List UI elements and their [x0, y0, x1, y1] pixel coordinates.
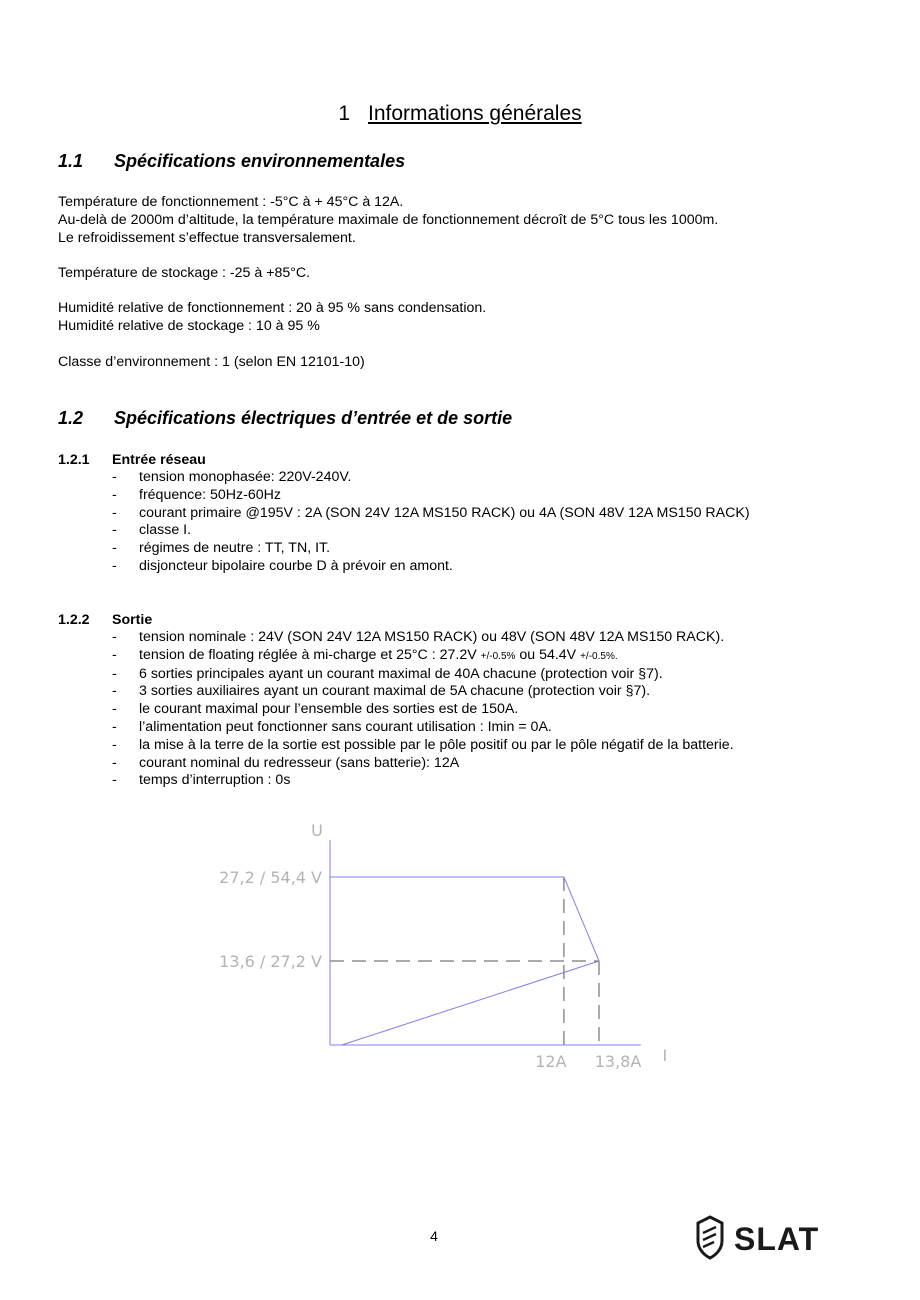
humidity-paragraph	[58, 300, 486, 336]
list-item: - la mise à la terre de la sortie est possible par le pôle positif ou par le pôle négatif de la batterie.	[112, 736, 734, 753]
section-title: Spécifications électriques d’entrée et de sortie	[114, 408, 513, 428]
list-item: - fréquence: 50Hz-60Hz	[112, 486, 281, 503]
x-tick-label: 12A	[535, 1052, 567, 1071]
list-item: - tension nominale : 24V (SON 24V 12A MS150 RACK) ou 48V (SON 48V 12A MS150 RACK).	[112, 629, 725, 645]
y-axis-label: U	[311, 821, 323, 840]
shield-logo-icon	[692, 1213, 832, 1263]
section-title: Spécifications environnementales	[114, 151, 406, 171]
voltage-current-chart	[0, 815, 920, 1075]
list-item: - 6 sorties principales ayant un courant maximal de 40A chacune (protection voir §7).	[112, 665, 663, 682]
storage-temperature-paragraph	[58, 265, 310, 283]
x-tick-label: 13,8A	[594, 1052, 642, 1071]
chart-labels	[219, 821, 667, 1071]
operating-temperature-paragraph	[58, 194, 718, 247]
series-line-0	[330, 877, 599, 961]
text-line: Au-delà de 2000m d’altitude, la température maximale de fonctionnement décroît de 5°C tous les 1000m.	[58, 211, 719, 228]
chart-svg	[0, 815, 920, 1075]
section-number: 1.2.1	[58, 452, 90, 468]
logo-text: SLAT	[734, 1221, 820, 1257]
section-1-2-heading	[58, 407, 512, 429]
y-tick-label: 27,2 / 54,4 V	[219, 868, 322, 887]
list-item: - tension de floating réglée à mi-charge et 25°C : 27.2V +/-0.5% ou 54.4V +/-0.5%.	[112, 646, 618, 663]
text-line: Température de stockage : -25 à +85°C.	[58, 265, 311, 281]
section-number: 1.2.2	[58, 612, 90, 628]
output-list	[112, 629, 734, 790]
text-line: Humidité relative de stockage : 10 à 95 %	[58, 317, 320, 334]
list-item: - courant nominal du redresseur (sans batterie): 12A	[112, 754, 460, 771]
section-number: 1	[338, 102, 351, 125]
list-item: - courant primaire @195V : 2A (SON 24V 12A MS150 RACK) ou 4A (SON 48V 12A MS150 RACK)	[112, 504, 750, 521]
section-1-heading	[0, 100, 920, 128]
section-title: Entrée réseau	[112, 452, 206, 468]
chart-grid	[330, 877, 599, 1045]
mains-input-list	[112, 469, 750, 576]
section-1-1-heading	[58, 150, 405, 172]
text-line: Température de fonctionnement : -5°C à + 45°C à 12A.	[58, 194, 404, 210]
y-tick-label: 13,6 / 27,2 V	[219, 952, 322, 971]
page-number: 4	[430, 1228, 438, 1244]
section-number: 1.2	[58, 408, 84, 428]
x-axis-label: I	[662, 1046, 668, 1065]
slat-logo	[692, 1213, 832, 1263]
section-1-2-1-heading	[58, 451, 206, 469]
text-line: Humidité relative de fonctionnement : 20 à 95 % sans condensation.	[58, 300, 487, 316]
environment-class-paragraph	[58, 354, 365, 372]
list-item: - 3 sorties auxiliaires ayant un courant maximal de 5A chacune (protection voir §7).	[112, 683, 651, 700]
section-title: Informations générales	[368, 102, 582, 125]
series-line-1	[342, 961, 599, 1045]
text-line: Classe d’environnement : 1 (selon EN 12101-10)	[58, 354, 365, 370]
section-title: Sortie	[112, 612, 153, 628]
text-line: Le refroidissement s’effectue transversalement.	[58, 229, 356, 246]
list-item: - classe I.	[112, 522, 192, 539]
section-number: 1.1	[58, 151, 84, 171]
list-item: - le courant maximal pour l’ensemble des sorties est de 150A.	[112, 701, 519, 718]
list-item: - temps d’interruption : 0s	[112, 772, 291, 789]
list-item: - disjoncteur bipolaire courbe D à prévoir en amont.	[112, 557, 453, 574]
list-item: - l’alimentation peut fonctionner sans courant utilisation : Imin = 0A.	[112, 718, 552, 735]
section-1-2-2-heading	[58, 611, 152, 629]
list-item: - tension monophasée: 220V-240V.	[112, 469, 352, 485]
list-item: - régimes de neutre : TT, TN, IT.	[112, 540, 331, 557]
chart-axes	[330, 840, 641, 1045]
